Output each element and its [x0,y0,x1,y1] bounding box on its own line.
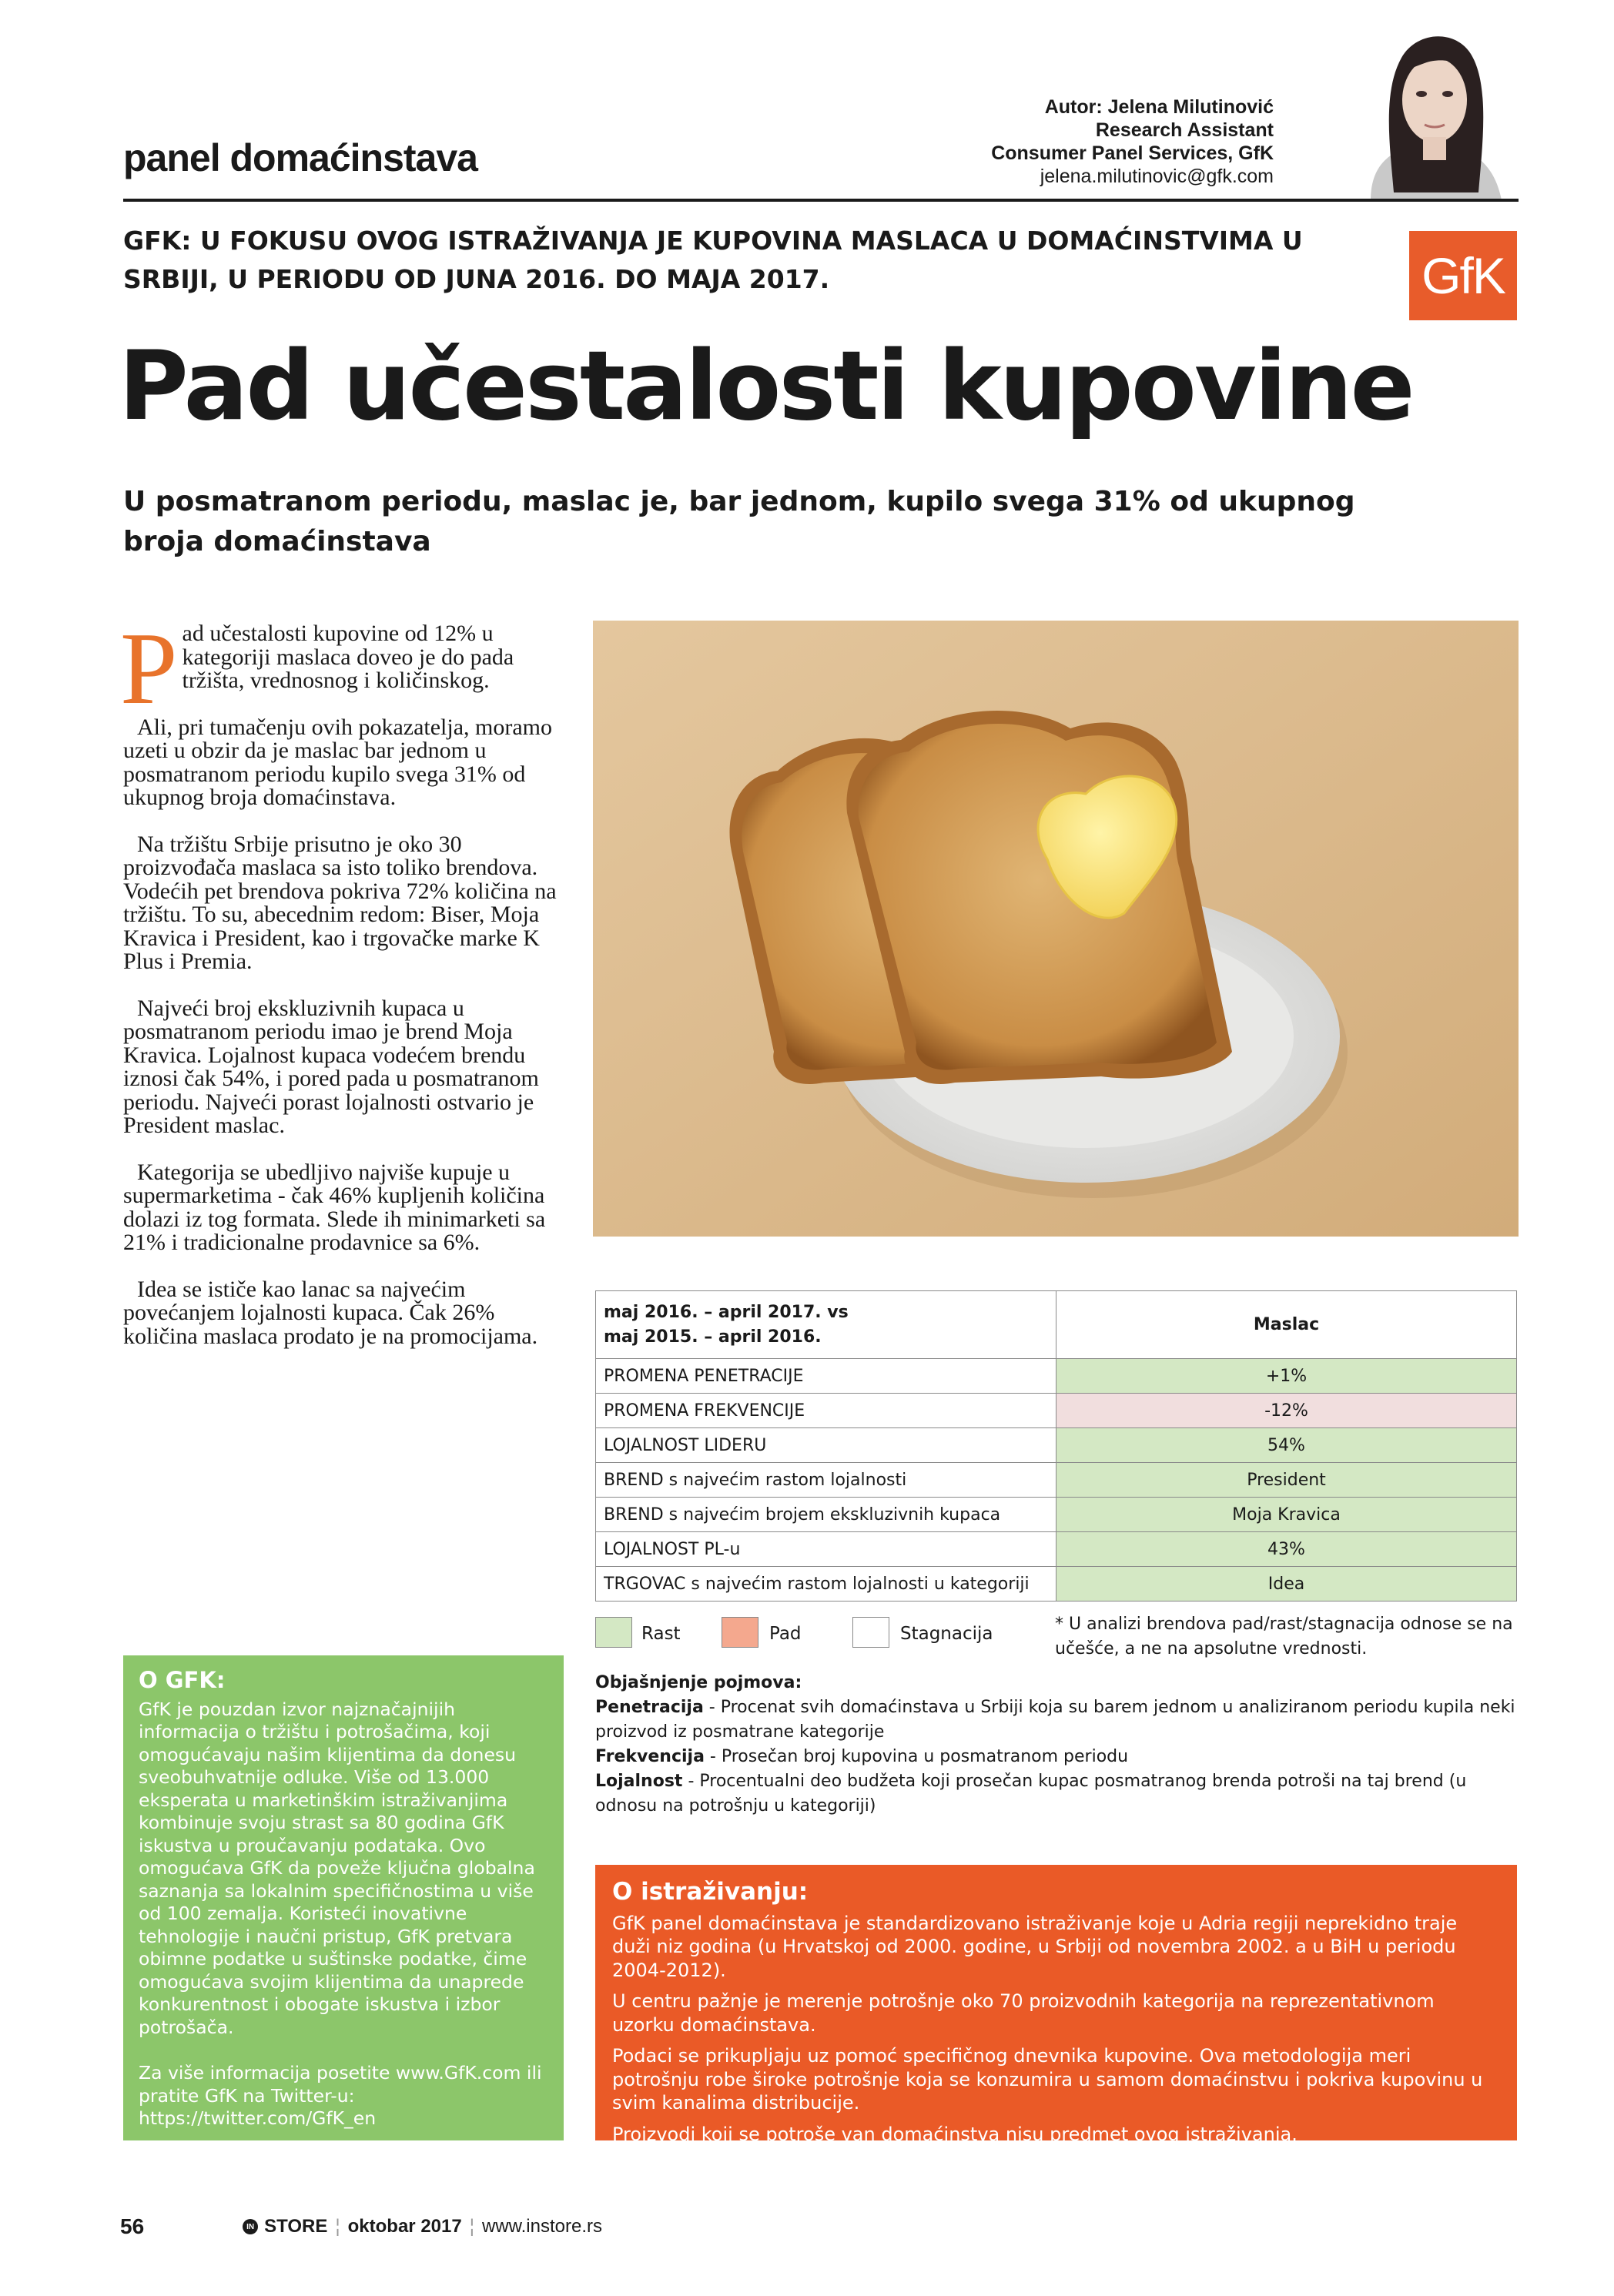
legend-swatch-stagnacija [852,1617,889,1648]
research-paragraph: Podaci se prikupljaju uz pomoć specifičnog dnevnika kupovine. Ova metodologija meri potrošnju robe široke potrošnje koja se konzumira u samom domaćinstvu i pokriva kupovinu u svim kanalima distribucije. [612,2045,1483,2114]
table-row [596,1463,1517,1498]
author-email[interactable]: jelena.milutinovic@gfk.com [1040,166,1274,187]
standfirst: U posmatranom periodu, maslac je, bar jednom, kupilo svega 31% od ukupnog broja domaćinstava [123,486,1355,557]
results-table [595,1290,1517,1602]
column-header-maslac: Maslac [1056,1291,1517,1359]
kicker: GFK: U FOKUSU OVOG ISTRAŽIVANJA JE KUPOVINA MASLACA U DOMAĆINSTVIMA U SRBIJI, U PERIODU OD JUNA 2016. DO MAJA 2017. [123,226,1303,294]
table-row [596,1394,1517,1428]
row-value: President [1056,1463,1517,1498]
footer-separator: ¦ [469,2216,474,2237]
body-paragraph: Najveći broj ekskluzivnih kupaca u posmatranom periodu imao je brend Moja Kravica. Lojalnost kupaca vodećem brendu iznosi čak 54%, i pored pada u posmatranom periodu. Najveći porast lojalnosti ostvario je President maslac. [123,995,539,1138]
term-frekvencija: Frekvencija - Prosečan broj kupovina u posmatranom periodu [595,1747,1129,1766]
legend-label-pad: Pad [769,1624,802,1644]
page-number: 56 [120,2214,145,2238]
gfk-logo: GfK [1409,231,1517,320]
row-label: LOJALNOST LIDERU [596,1428,1056,1463]
row-value: Moja Kravica [1056,1498,1517,1532]
author-name: Autor: Jelena Milutinović [1044,96,1274,118]
period-header: maj 2016. – april 2017. vs maj 2015. – april 2016. [596,1291,1056,1359]
section-label: panel domaćinstava [123,136,477,179]
row-value: -12% [1056,1394,1517,1428]
legend-label-rast: Rast [641,1624,681,1644]
row-label: LOJALNOST PL-u [596,1532,1056,1567]
table-row [596,1359,1517,1394]
row-value: Idea [1056,1567,1517,1602]
term-penetracija: Penetracija - Procenat svih domaćinstava u Srbiji koja su barem jednom u analiziranom periodu kupila neki proizvod iz posmatrane kategorije [595,1698,1515,1742]
dropcap: P [120,611,178,725]
author-portrait [1348,23,1517,200]
about-gfk-links[interactable]: Za više informacija posetite www.GfK.com ili pratite GfK na Twitter-u: https://twitter.com/GfK_en [139,2062,542,2129]
research-paragraph: GfK panel domaćinstava je standardizovano istraživanje koje u Adria regiji neprekidno traje duži niz godina (u Hrvatskoj od 2000. godine, u Srbiji od novembra 2002. a u BiH u periodu 2004-2012). [612,1912,1458,1981]
about-research-title: O istraživanju: [612,1878,809,1906]
row-label: PROMENA FREKVENCIJE [596,1394,1056,1428]
body-paragraph: Pad učestalosti kupovine od 12% u kategoriji maslaca doveo je do pada tržišta, vrednosnog i količinskog. [120,611,514,725]
legend [595,1617,1026,1651]
author-title: Research Assistant [1095,119,1274,141]
instore-logo-icon: IN [243,2219,258,2234]
author-dept: Consumer Panel Services, GfK [991,142,1274,164]
row-value: 43% [1056,1532,1517,1567]
term-lojalnost: Lojalnost - Procentualni deo budžeta koji prosečan kupac posmatranog brenda potroši na taj brend (u odnosu na potrošnju u kategoriji) [595,1772,1467,1816]
footer-separator: ¦ [335,2216,340,2237]
row-value: 54% [1056,1428,1517,1463]
header-rule [123,199,1519,202]
legend-swatch-pad [722,1617,758,1648]
body-paragraph: Kategorija se ubedljivo najviše kupuje u supermarketima - čak 46% kupljenih količina dolazi iz tog formata. Slede ih minimarketi sa 21% i tradicionalne prodavnice sa 6%. [123,1159,546,1255]
table-row [596,1498,1517,1532]
table-row [596,1428,1517,1463]
legend-label-stagnacija: Stagnacija [900,1624,993,1644]
row-label: TRGOVAC s najvećim rastom lojalnosti u kategoriji [596,1567,1056,1602]
row-value: +1% [1056,1359,1517,1394]
page-title: Pad učestalosti kupovine [119,331,1413,442]
about-gfk-title: O GFK: [139,1667,226,1693]
magazine-name: IN STORE [243,2216,327,2237]
page-footer [120,2213,602,2241]
author-box [991,95,1274,188]
website-link[interactable]: www.instore.rs [481,2216,602,2237]
row-label: BREND s najvećim rastom lojalnosti [596,1463,1056,1498]
article-body [120,611,567,1371]
research-paragraph: Proizvodi koji se potroše van domaćinstva nisu predmet ovog istraživanja. [612,2123,1298,2145]
about-gfk-box [123,1655,564,2140]
about-research-box [595,1865,1517,2145]
about-gfk-text: GfK je pouzdan izvor najznačajnijih informacija o tržištu i potrošačima, koji omogućavaju našim klijentima da donesu sveobuhvatnije odluke. Više od 13.000 eksperata u marketinškim istraživanjima kombinuje svoju strast sa 80 godina GfK iskustva u proučavanju podataka. Ovo omogućava GfK da poveže ključna globalna saznanja sa lokalnim specifičnostima u više od 100 zemalja. Koristeći inovativne tehnologije i naučni pristup, GfK pretvara obimne podatke u suštinske podatke, čime omogućava svojim klijentima da unaprede konkurentnost i obogate iskustva i izbor potrošača. [139,1698,535,2038]
row-label: PROMENA PENETRACIJE [596,1359,1056,1394]
table-header-row [596,1291,1517,1359]
toast-with-butter-photo [593,621,1519,1237]
body-paragraph: Na tržištu Srbije prisutno je oko 30 proizvođača maslaca sa isto toliko brendova. Vodećih pet brendova pokriva 72% količina na tržištu. To su, abecednim redom: Biser, Moja Kravica i President, kao i trgovačke marke K Plus i Premia. [123,831,557,974]
body-paragraph: Ali, pri tumačenju ovih pokazatelja, moramo uzeti u obzir da je maslac bar jednom u posmatranom periodu kupilo svega 31% od ukupnog broja domaćinstava. [123,714,553,810]
legend-swatch-rast [595,1617,632,1648]
table-row [596,1532,1517,1567]
terms-explanation [595,1671,1517,1819]
legend-note: * U analizi brendova pad/rast/stagnacija odnose se na učešće, a ne na apsolutne vrednosti. [1055,1615,1513,1658]
issue-date: oktobar 2017 [347,2216,462,2237]
table-row [596,1567,1517,1602]
terms-title: Objašnjenje pojmova: [595,1673,802,1692]
research-paragraph: U centru pažnje je merenje potrošnje oko 70 proizvodnih kategorija na reprezentativnom uzorku domaćinstava. [612,1990,1435,2036]
body-paragraph: Idea se ističe kao lanac sa najvećim povećanjem lojalnosti kupaca. Čak 26% količina maslaca prodato je na promocijama. [123,1276,538,1349]
row-label: BREND s najvećim brojem ekskluzivnih kupaca [596,1498,1056,1532]
